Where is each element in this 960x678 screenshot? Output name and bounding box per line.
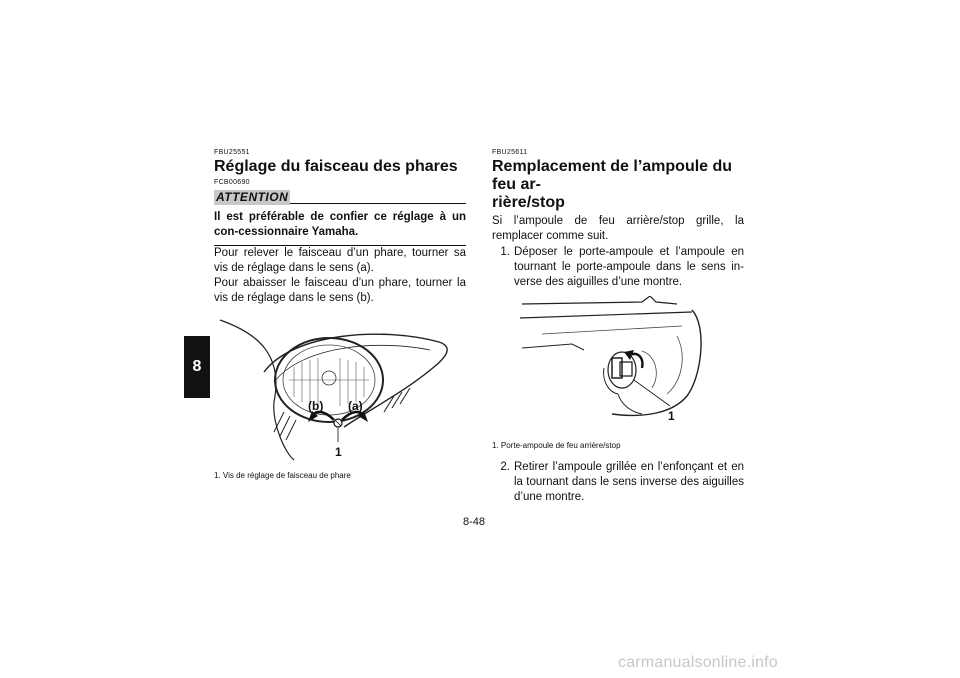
headlight-figure <box>214 312 466 467</box>
step-1 <box>492 245 744 290</box>
section-ref-code: FBU25551 <box>214 149 250 156</box>
figure-callout-1: 1 <box>335 445 342 459</box>
taillight-illustration <box>492 296 742 432</box>
section-title-headlight: Réglage du faisceau des phares <box>214 158 458 175</box>
attention-ref-code: FCB00690 <box>214 179 250 186</box>
headlight-illustration <box>214 312 464 462</box>
attention-rule <box>290 203 466 204</box>
right-column <box>492 148 744 505</box>
attention-text: Il est préférable de confier ce réglage à un con-cessionnaire Yamaha. <box>214 211 466 238</box>
figure-label-a: (a) <box>348 399 363 413</box>
figure-label-b: (b) <box>308 399 324 413</box>
section-ref-code: FBU25611 <box>492 149 528 156</box>
left-column <box>214 148 466 480</box>
watermark: carmanualsonline.info <box>618 654 778 671</box>
taillight-figure <box>492 296 744 437</box>
step-1-number: 1. <box>500 246 510 258</box>
title-line-1: Remplacement de l’ampoule du feu ar- <box>492 158 733 193</box>
figure-callout-1: 1 <box>668 409 675 423</box>
step-2 <box>492 460 744 505</box>
paragraph-raise-beam: Pour relever le faisceau d’un phare, tourner sa vis de réglage dans le sens (a). <box>214 247 466 274</box>
step-2-text: Retirer l’ampoule grillée en l’enfonçant et en la tournant dans le sens inverse des aiguilles d’une montre. <box>514 461 744 503</box>
chapter-tab <box>184 336 210 398</box>
step-1-text: Déposer le porte-ampoule et l’ampoule en tournant le porte-ampoule dans le sens in-verse des aiguilles d’une montre. <box>514 246 744 288</box>
section-title-taillight <box>492 158 744 212</box>
title-line-2: rière/stop <box>492 194 565 211</box>
chapter-number: 8 <box>192 358 202 375</box>
step-2-number: 2. <box>500 461 510 473</box>
figure-caption: 1. Porte-ampoule de feu arrière/stop <box>492 441 621 450</box>
paragraph-lower-beam: Pour abaisser le faisceau d’un phare, tourner la vis de réglage dans le sens (b). <box>214 277 466 304</box>
intro-paragraph: Si l’ampoule de feu arrière/stop grille, la remplacer comme suit. <box>492 215 744 242</box>
attention-header <box>214 190 466 206</box>
figure-caption: 1. Vis de réglage de faisceau de phare <box>214 471 351 480</box>
attention-badge: ATTENTION <box>216 190 289 204</box>
page-number: 8-48 <box>463 516 486 528</box>
